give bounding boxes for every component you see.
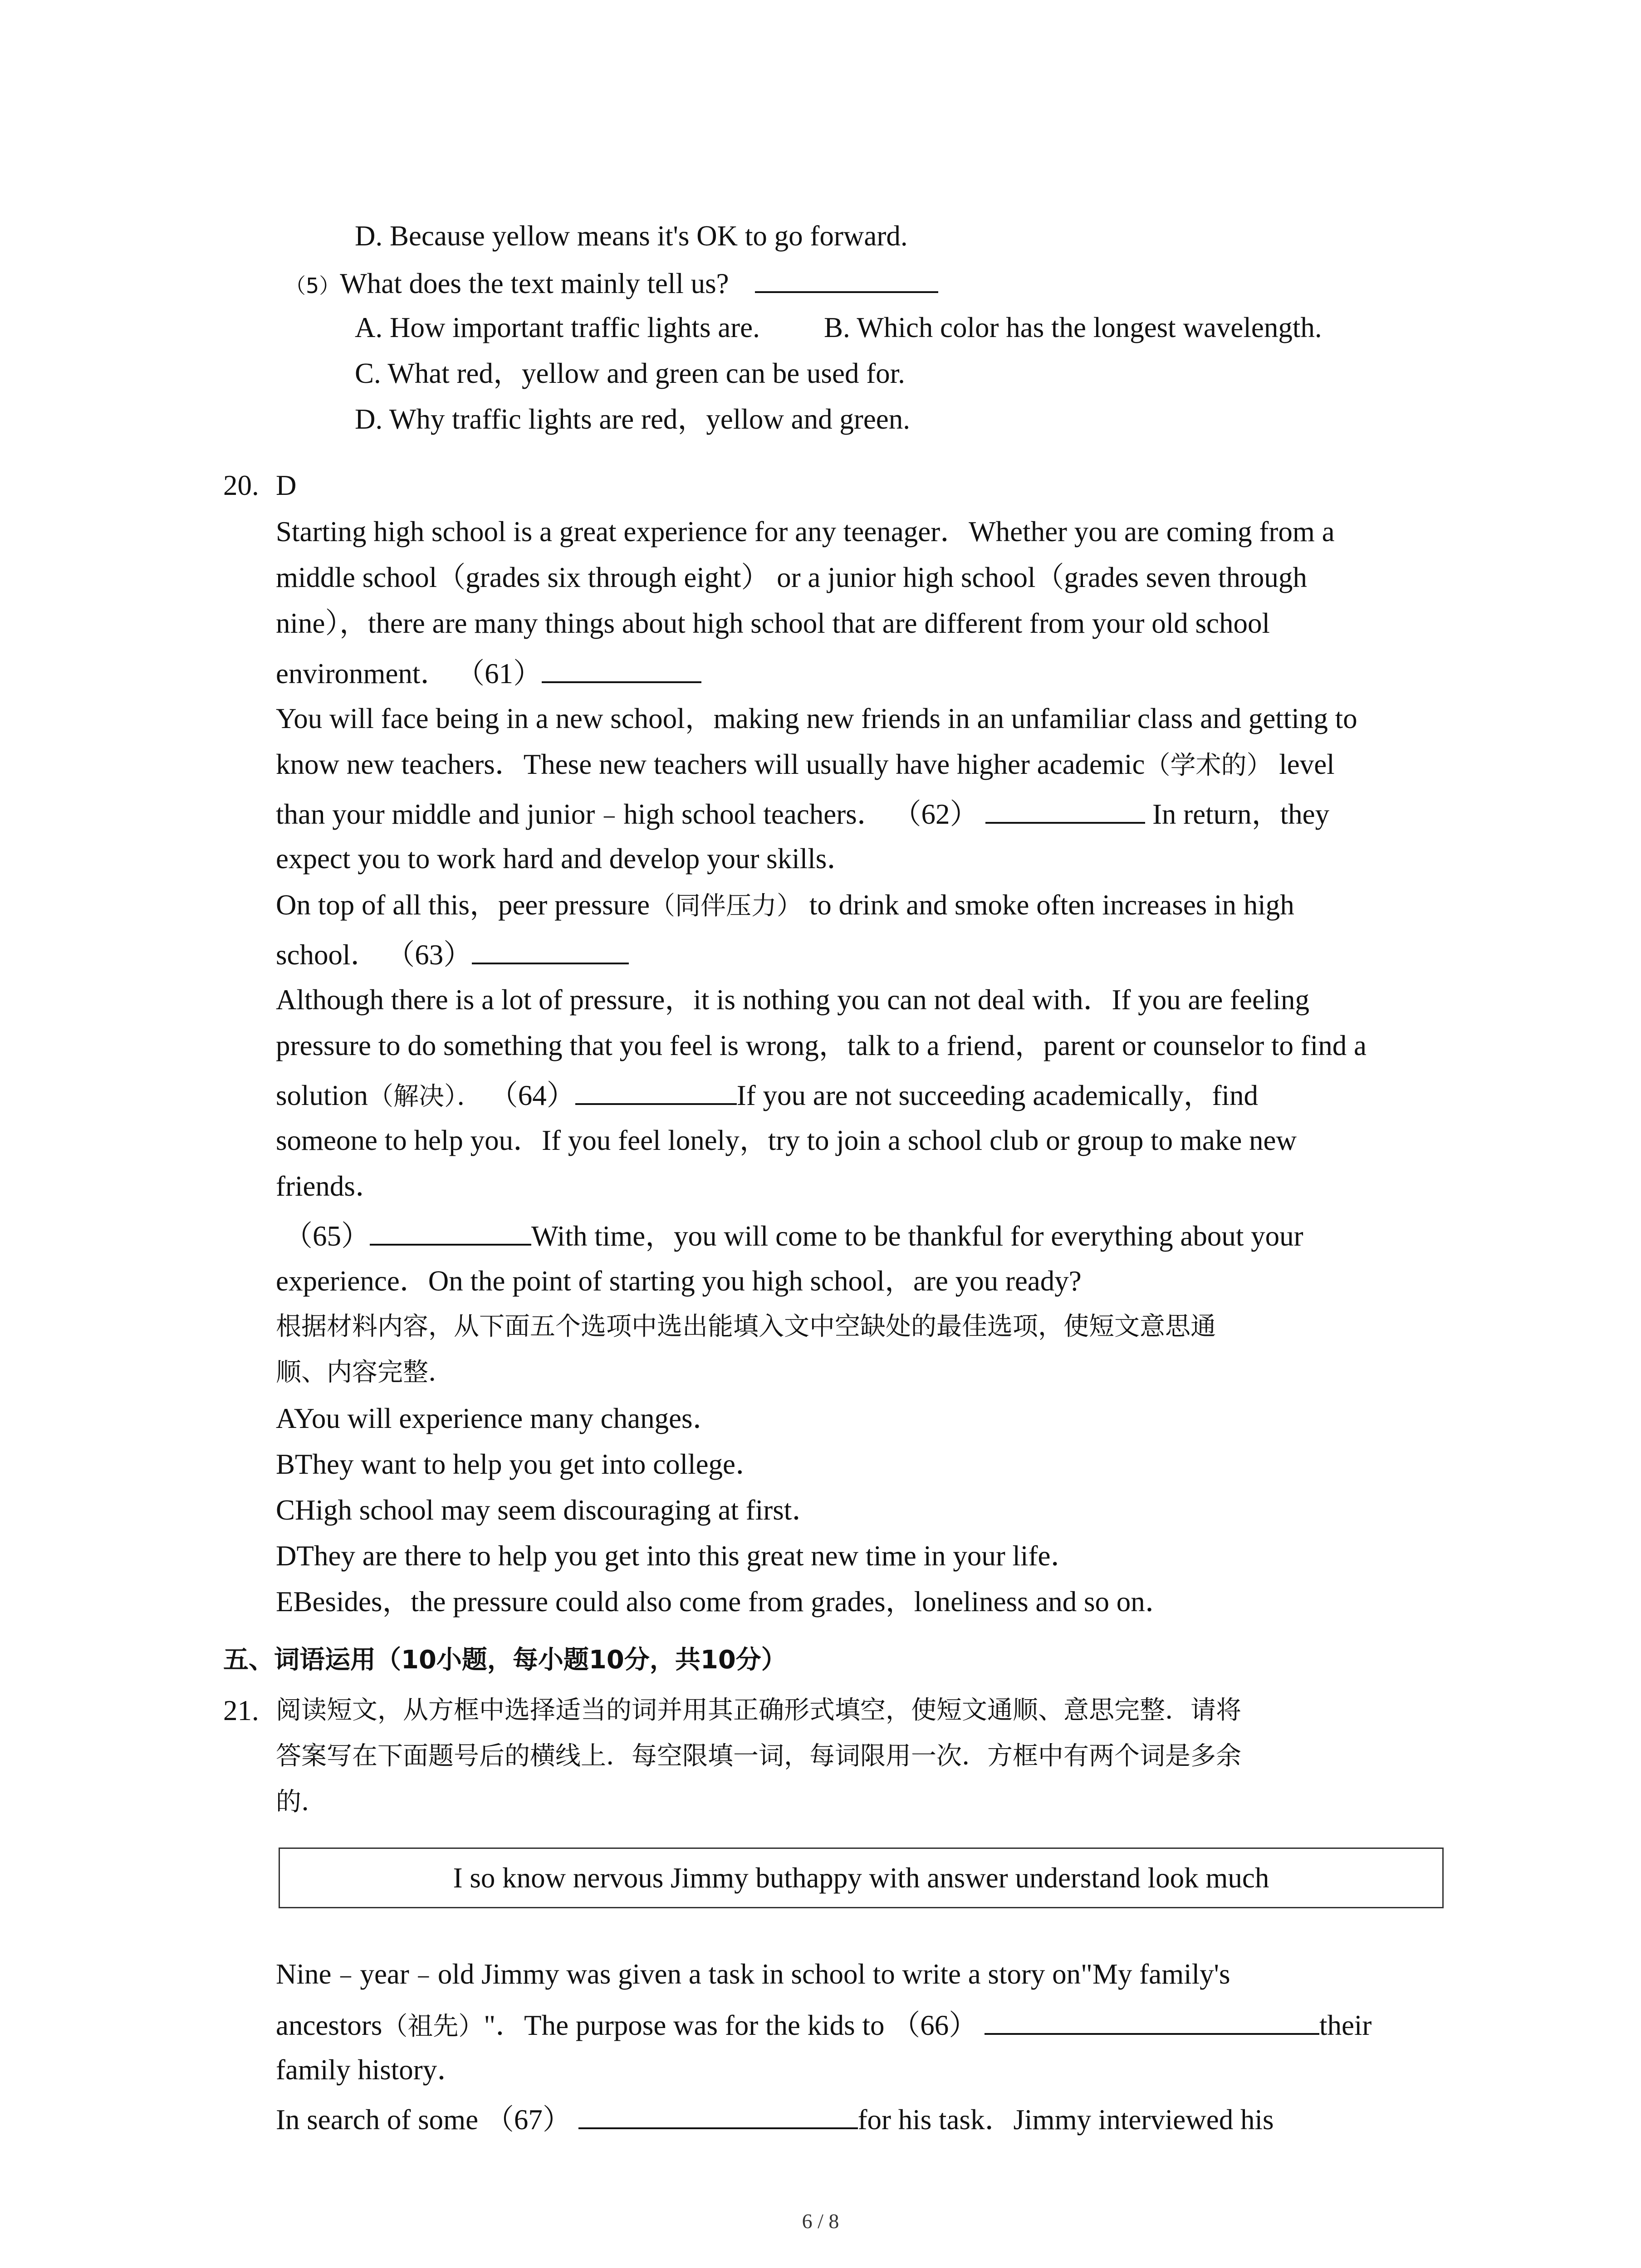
blank-64-label: （64） (489, 1080, 575, 1111)
q20-p4-line2: pressure to do something that you feel is wrong，talk to a friend，parent or counselor to find a (276, 1030, 1367, 1061)
q20-p1-line4 (276, 654, 701, 692)
q19-sub5-number: （5） (285, 274, 340, 298)
q20-instruction-line2: 顺、内容完整． (276, 1358, 454, 1387)
q20-p3-line1 (276, 887, 1294, 924)
q20-p5-line2: experience．On the point of starting you high school，are you ready? (276, 1265, 1082, 1297)
q20-p2-line4: expect you to work hard and develop your skills． (276, 843, 856, 875)
q21-text-line2-b: "．The purpose was for the kids to (484, 2009, 892, 2041)
q21-text-line2 (276, 2006, 1372, 2045)
q20-p3-line1-b: to drink and smoke often increases in high (802, 889, 1294, 921)
section5-heading: 五、词语运用（10小题，每小题10分，共10分） (223, 1645, 787, 1675)
q20-p4-line3-a: solution (276, 1080, 368, 1111)
q20-p4-line3 (276, 1076, 1258, 1115)
q19-sub5-question: What does the text mainly tell us? (340, 268, 729, 299)
q20-p3-line1-a: On top of all this，peer pressure (276, 889, 650, 921)
q21-instruction-line3: 的． (276, 1787, 327, 1817)
q20-instruction-line1: 根据材料内容，从下面五个选项中选出能填入文中空缺处的最佳选项，使短文意思通 (276, 1312, 1216, 1341)
q20-p4-line3-b: If you are not succeeding academically，find (736, 1080, 1259, 1111)
q21-text-line4-a: In search of some (276, 2104, 485, 2136)
q20-p1-line1: Starting high school is a great experience for any teenager．Whether you are coming from a (276, 516, 1335, 547)
q21-text-line1: Nine﹣year﹣old Jimmy was given a task in school to write a story on"My family's (276, 1958, 1230, 1990)
q20-p1-line3: nine），there are many things about high school that are different from your old school (276, 607, 1270, 639)
q20-option-a: AYou will experience many changes． (276, 1403, 721, 1434)
q20-p2-line2-a: know new teachers．These new teachers will usually have higher academic (276, 748, 1145, 780)
q20-option-b: BThey want to help you get into college． (276, 1448, 764, 1480)
q21-text-line2-cjk: （祖先） (382, 2012, 484, 2041)
word-box-words: I so know nervous Jimmy buthappy with answer understand look much (453, 1862, 1269, 1894)
q20-p2-line3-b: In return，they (1152, 798, 1330, 830)
q19-sub5-option-a: A. How important traffic lights are. (355, 312, 760, 343)
blank-65-label: （65） (284, 1220, 370, 1252)
q20-p4-line4: someone to help you．If you feel lonely，try to join a school club or group to make new (276, 1124, 1297, 1156)
answer-blank-62[interactable] (985, 795, 1145, 824)
answer-blank-64[interactable] (575, 1076, 737, 1105)
q20-p5-line1 (284, 1217, 1303, 1254)
q21-text-line2-a: ancestors (276, 2009, 382, 2041)
q20-p2-line1: You will face being in a new school，making new friends in an unfamiliar class and getting to (276, 703, 1357, 734)
q20-p5-line1-b: With time，you will come to be thankful for everything about your (531, 1220, 1303, 1252)
q20-p2-line2-b: level (1272, 748, 1335, 780)
q19-sub5-option-c: C. What red，yellow and green can be used for. (355, 357, 905, 389)
q21-instruction-line2: 答案写在下面题号后的横线上．每空限填一词，每词限用一次．方框中有两个词是多余 (276, 1741, 1241, 1771)
blank-67-label: （67） (485, 2104, 571, 2136)
q21-text-line3: family history． (276, 2054, 466, 2086)
q20-p1-line2 (276, 559, 1307, 596)
answer-blank-66[interactable] (985, 2006, 1319, 2035)
q20-p1-line2-b: （grades six through eight） or a junior high school（grades seven through (437, 562, 1307, 593)
q20-p4-line3-cjk: （解决）． (368, 1082, 483, 1111)
blank-66-label: （66） (892, 2009, 978, 2041)
q21-text-line4-b: for his task．Jimmy interviewed his (857, 2104, 1274, 2136)
q20-p4-line5: friends． (276, 1170, 384, 1202)
q19-option-4d: D. Because yellow means it's OK to go forward. (355, 220, 908, 252)
blank-61-label: （61） (456, 658, 542, 689)
answer-blank-67[interactable] (578, 2100, 858, 2129)
answer-blank-63[interactable] (472, 935, 629, 964)
q20-option-c: CHigh school may seem discouraging at first． (276, 1494, 821, 1526)
q19-sub5 (285, 264, 938, 304)
q20-p2-line3 (276, 795, 1329, 832)
q20-p3-line1-cjk: （同伴压力） (650, 891, 803, 921)
answer-blank-61[interactable] (542, 654, 701, 683)
q20-p4-line1: Although there is a lot of pressure，it is nothing you can not deal with．If you are feeling (276, 984, 1309, 1016)
q20-number: 20. (223, 469, 259, 501)
q20-p1-line4-a: environment． (276, 658, 449, 689)
q21-text-line4 (276, 2100, 1274, 2138)
q20-passage-label: D (276, 469, 297, 501)
q20-option-e: EBesides，the pressure could also come from grades，loneliness and so on． (276, 1586, 1174, 1618)
answer-blank-q19-5[interactable] (755, 264, 938, 293)
q19-sub5-option-b: B. Which color has the longest wavelength. (824, 312, 1322, 343)
q21-number: 21. (223, 1695, 259, 1726)
q20-p2-line2 (276, 746, 1335, 784)
page-number: 6 / 8 (802, 2209, 839, 2233)
q20-p2-line3-a: than your middle and junior﹣high school teachers． (276, 798, 886, 830)
q19-sub5-option-d: D. Why traffic lights are red，yellow and green. (355, 403, 911, 435)
blank-63-label: （63） (386, 939, 472, 971)
blank-62-label: （62） (892, 798, 979, 830)
q20-p3-line2 (276, 935, 629, 973)
q21-instruction-line1: 阅读短文，从方框中选择适当的词并用其正确形式填空，使短文通顺、意思完整．请将 (276, 1696, 1241, 1725)
q20-p1-line2-a: middle school (276, 562, 437, 593)
q20-p2-line2-cjk: （学术的） (1145, 751, 1272, 780)
q21-text-line2-c: their (1319, 2009, 1372, 2041)
answer-blank-65[interactable] (370, 1217, 531, 1246)
q20-p3-line2-a: school． (276, 939, 379, 971)
word-box (279, 1848, 1444, 1908)
q20-option-d: DThey are there to help you get into this great new time in your life． (276, 1540, 1079, 1572)
